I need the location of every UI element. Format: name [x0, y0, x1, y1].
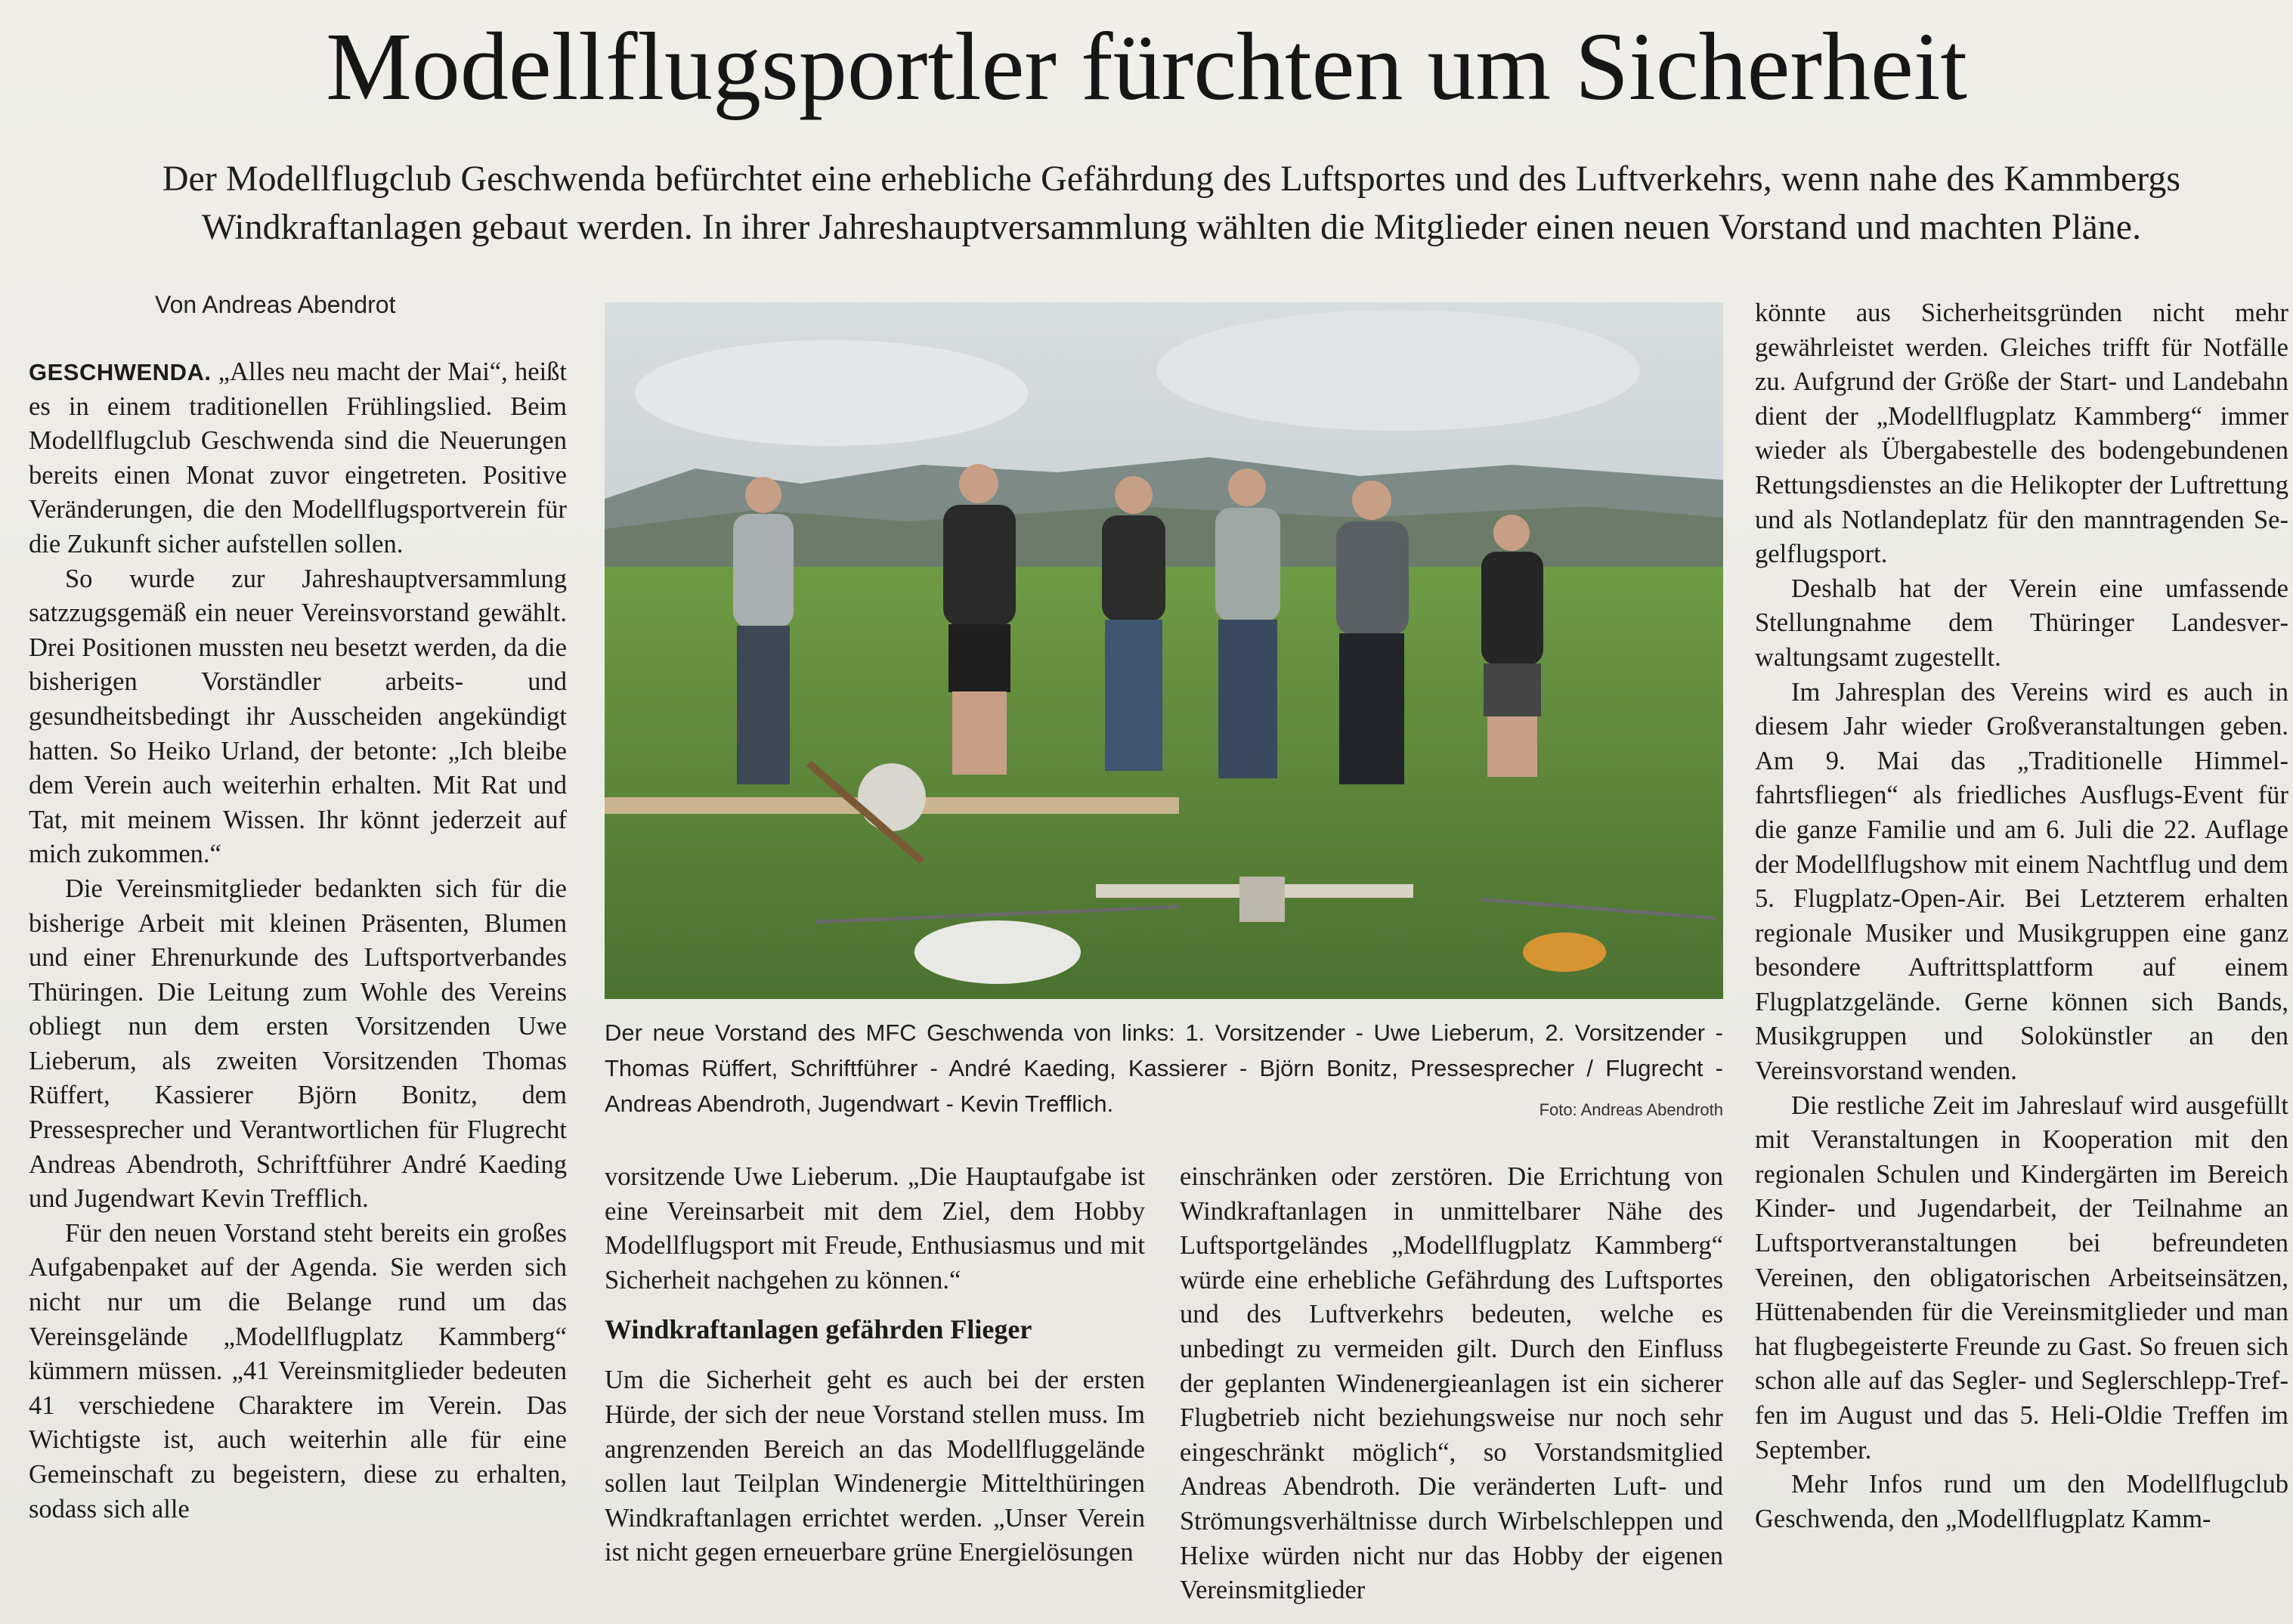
paragraph: einschränken oder zerstören. Die Errichtung von Windkraftanlagen in unmittelbarer Nähe des Luftsportgeländes „Modellflugplatz Kammberg“ würde eine erhebliche Gefährdung des Luftsportes und des Luftverkehrs bedeuten, welche es unbedingt zu vermeiden gilt. Durch den Einfluss der geplanten Windenergieanlagen ist ein sicherer Flugbetrieb nicht beziehungsweise nur noch sehr eingeschränkt möglich“, so Vorstandsmitglied Andreas Abendroth. Die veränderten Luft- und Strömungsverhältnisse durch Wirbelschleppen und Helixe würden nicht nur das Hobby der eigenen Vereinsmitglieder — [1180, 1162, 1723, 1605]
byline: Von Andreas Abendrot — [155, 291, 396, 318]
paragraph — [29, 355, 567, 562]
dateline: GESCHWENDA. — [29, 359, 212, 385]
paragraph: vorsitzende Uwe Lieberum. „Die Hauptaufgabe ist eine Vereinsarbeit mit dem Ziel, dem Hobby Modellflugsport mit Freude, Enthusiasmus und mit Sicherheit nachgehen zu können.“ — [605, 1162, 1145, 1295]
photo-caption — [605, 1015, 1723, 1128]
paragraph: So wurde zur Jahreshauptversammlung satzzugsgemäß ein neuer Vereinsvorstand gewählt. Drei Positionen mussten neu besetzt werden, da die bisherigen Vorständler arbeits- und gesundheitsbedingt ihr Ausscheiden angekündigt hatten. So Heiko Urland, der betonte: „Ich bleibe dem Verein auch weiterhin erhalten. Mit Rat und Tat, mit meinem Wissen. Ihr könnt jederzeit auf mich zukommen.“ — [29, 564, 567, 869]
article-column-1 — [29, 355, 567, 1624]
subheading: Windkraftanlagen gefährden Flieger — [605, 1314, 1032, 1345]
paragraph: Im Jahresplan des Vereins wird es auch in diesem Jahr wieder Großveranstaltungen geben. Am 9. Mai das „Traditionelle Himmelfahrtsfliegen“ als friedliches Ausflugs-Event für die ganze Familie und am 6. Juli die 22. Auflage der Modellflugshow mit einem Nachtflug und dem 5. Flugplatz-Open-Air. Bei Letzterem erhalten regionale Musiker und Musikgruppen eine ganz besondere Auftrittsplattform auf einem Flugplatzgelände. Gerne können sich Bands, Musikgruppen und Solokünstler an den Vereinsvorstand wenden. — [1755, 677, 2288, 1086]
article-deck: Der Modellflugclub Geschwenda befürchtet eine erhebliche Gefährdung des Luftsportes und des Luftverkehrs, wenn nahe des Kammbergs Windkraftanlagen gebaut werden. In ihrer Jahreshauptversammlung wählten die Mitglieder einen neuen Vorstand und machten Pläne. — [162, 159, 2181, 247]
paragraph: Mehr Infos rund um den Modellflugclub Geschwenda, den „Modellflugplatz Kamm- — [1755, 1470, 2288, 1533]
article-column-4 — [1755, 296, 2288, 1624]
paragraph: Deshalb hat der Verein eine umfassende Stellungnahme dem Thüringer Landesverwaltungsamt zugestellt. — [1755, 574, 2288, 672]
photo-credit: Foto: Andreas Abendroth — [1539, 1100, 1723, 1119]
article-column-2 — [605, 1160, 1145, 1624]
paragraph: Die restliche Zeit im Jahreslauf wird ausgefüllt mit Veranstaltungen in Kooperation mit den regionalen Schulen und Kindergärten im Bereich Kinder- und Jugendarbeit, der Teilnahme an Luftsportveranstaltungen bei befreundeten Vereinen, den obligatorischen Arbeitseinsätzen, Hüttenabenden für die Vereinsmitglieder und man hat flugbegeisterte Freunde zu Gast. So freuen sich schon alle auf das Segler- und Seglerschlepp-Treffen im August und das 5. Heli-Oldie Treffen im September. — [1755, 1090, 2288, 1465]
paragraph: Für den neuen Vorstand steht bereits ein großes Aufgabenpaket auf der Agenda. Sie werden sich nicht nur um die Belange rund um das Vereinsgelände „Modellflugplatz Kammberg“ kümmern müssen. „41 Vereinsmitglieder bedeuten 41 verschiedene Charaktere im Verein. Das Wichtigste ist, auch weiterhin alle für eine Gemeinschaft zu begeistern, diese zu erhalten, sodass sich alle — [29, 1218, 567, 1523]
caption-text: Der neue Vorstand des MFC Geschwenda von links: 1. Vorsitzender - Uwe Lieberum, 2. Vorsitzender - Thomas Rüffert, Schriftführer - André Kaeding, Kassierer - Björn Bonitz, Pressesprecher / Flugrecht - Andreas Abendroth, Jugendwart - Kevin Trefflich. — [605, 1019, 1723, 1117]
paragraph: Um die Sicherheit geht es auch bei der ersten Hürde, der sich der neue Vorstand stellen muss. Im angrenzenden Bereich an das Modellfluggelände sollen laut Teilplan Windenergie Mittelthüringen Windkraftanlagen errichtet werden. „Unser Verein ist nicht gegen erneuerbare grüne Energielösungen — [605, 1366, 1145, 1567]
paragraph: könnte aus Sicherheitsgründen nicht mehr gewährleistet werden. Gleiches trifft für Notfälle zu. Aufgrund der Größe der Start- und Landebahn dient der „Modellflugplatz Kammberg“ immer wieder als Übergabestelle des bodengebundenen Rettungsdienstes an die Helikopter der Luftrettung und als Notlandeplatz für den manntragenden Segelflugsport. — [1755, 299, 2288, 569]
headline: Modellflugsportler fürchten um Sicherheit — [326, 13, 1967, 120]
group-photo — [605, 302, 1723, 999]
article-column-3 — [1180, 1160, 1723, 1624]
paragraph-text: „Alles neu macht der Mai“, heißt es in einem traditionellen Frühlingslied. Beim Modellflugclub Geschwenda sind die Neuerungen bereits einen Monat zuvor eingetreten. Positive Veränderungen, die den Modellflugsportverein für die Zukunft sicher aufstellen sollen. — [29, 357, 567, 558]
paragraph: Die Vereinsmitglieder bedankten sich für die bisherige Arbeit mit kleinen Präsenten, Blumen und einer Ehrenurkunde des Luftsportverbandes Thüringen. Die Leitung zum Wohle des Vereins obliegt nun dem ersten Vorsitzenden Uwe Lieberum, als zweiten Vorsitzenden Thomas Rüffert, Kassierer Björn Bonitz, dem Pressesprecher und Verantwortlichen für Flugrecht Andreas Abendroth, Schriftführer André Kaeding und Jugendwart Kevin Trefflich. — [29, 874, 567, 1214]
